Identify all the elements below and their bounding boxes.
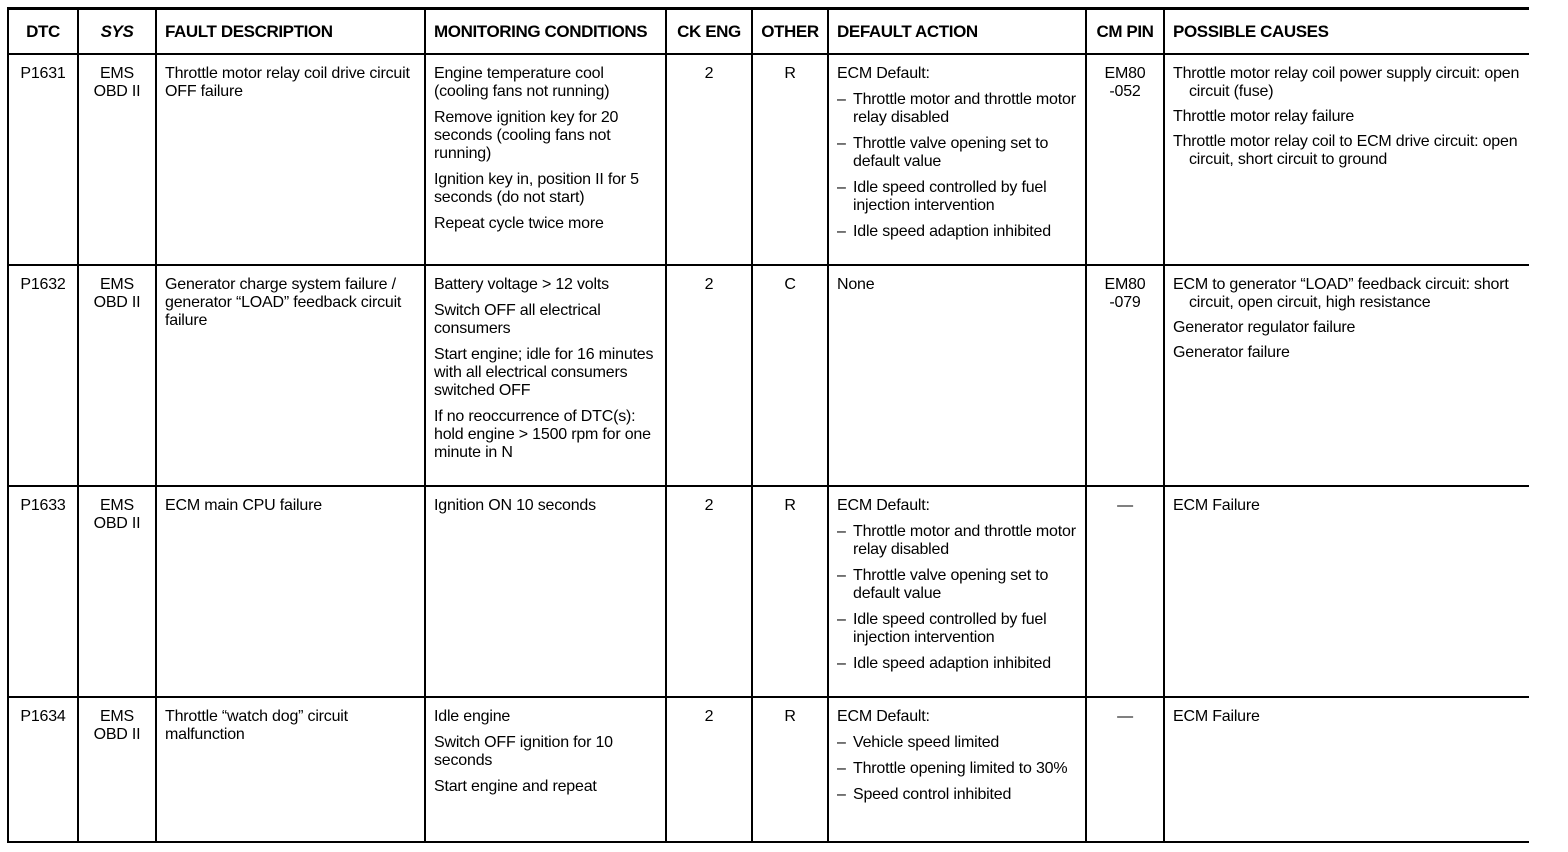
monitoring-step: Battery voltage > 12 volts (434, 276, 609, 293)
possible-causes (1164, 54, 1529, 265)
other-value: C (752, 265, 828, 486)
possible-causes (1164, 265, 1529, 486)
header-row (8, 9, 1529, 55)
header-ck-eng: CK ENG (666, 9, 752, 55)
fault-description: Generator charge system failure / generator “LOAD” feedback circuit failure (156, 265, 425, 486)
possible-causes (1164, 697, 1529, 842)
default-action (828, 697, 1086, 842)
dtc-code: P1631 (8, 54, 78, 265)
sys-ems: EMS (99, 708, 135, 725)
sys-obd: OBD II (93, 726, 141, 743)
ck-eng-value: 2 (666, 265, 752, 486)
header-ecm-pin: CM PIN (1086, 9, 1164, 55)
possible-causes (1164, 486, 1529, 697)
monitoring-step: Engine temperature cool (cooling fans not running) (434, 65, 610, 100)
possible-cause: ECM Failure (1173, 708, 1260, 725)
sys-cell (78, 265, 156, 486)
ecm-pin-none: — (1117, 497, 1133, 514)
header-fault-description: FAULT DESCRIPTION (156, 9, 425, 55)
ecm-pin-connector: EM80 (1104, 65, 1146, 82)
default-action (828, 486, 1086, 697)
default-action-item: – Throttle motor and throttle motor relay disabled (837, 523, 1081, 559)
default-action (828, 265, 1086, 486)
monitoring-step: Repeat cycle twice more (434, 215, 604, 232)
table-row (8, 265, 1529, 486)
header-dtc: DTC (8, 9, 78, 55)
other-value: R (752, 697, 828, 842)
other-value: R (752, 486, 828, 697)
default-action-item: – Speed control inhibited (837, 786, 1081, 804)
default-action-heading: ECM Default: (837, 708, 930, 725)
ck-eng-value: 2 (666, 697, 752, 842)
fault-description: Throttle “watch dog” circuit malfunction (156, 697, 425, 842)
monitoring-step: Remove ignition key for 20 seconds (cooling fans not running) (434, 109, 619, 162)
possible-cause: Generator regulator failure (1173, 319, 1356, 336)
header-monitoring-conditions: MONITORING CONDITIONS (425, 9, 666, 55)
default-action-heading: ECM Default: (837, 497, 930, 514)
possible-cause: ECM Failure (1173, 497, 1260, 514)
sys-cell (78, 486, 156, 697)
fault-description: Throttle motor relay coil drive circuit OFF failure (156, 54, 425, 265)
default-action-item: – Idle speed adaption inhibited (837, 655, 1081, 673)
default-action-item: – Throttle valve opening set to default value (837, 567, 1081, 603)
monitoring-step: Ignition key in, position II for 5 seconds (do not start) (434, 171, 639, 206)
ecm-pin-number: -052 (1109, 83, 1141, 100)
default-action-item: – Idle speed adaption inhibited (837, 223, 1081, 241)
default-action-heading: None (837, 276, 875, 293)
possible-cause: Throttle motor relay coil power supply circuit: open circuit (fuse) (1173, 65, 1520, 100)
default-action-item: – Throttle motor and throttle motor relay disabled (837, 91, 1081, 127)
monitoring-step: Ignition ON 10 seconds (434, 497, 596, 514)
ck-eng-value: 2 (666, 486, 752, 697)
default-action-heading: ECM Default: (837, 65, 930, 82)
default-action-item: – Idle speed controlled by fuel injection intervention (837, 611, 1081, 647)
possible-cause: Throttle motor relay failure (1173, 108, 1355, 125)
sys-ems: EMS (99, 276, 135, 293)
monitoring-step: Switch OFF all electrical consumers (434, 302, 601, 337)
ecm-pin-connector: EM80 (1104, 276, 1146, 293)
monitoring-step: If no reoccurrence of DTC(s): hold engine > 1500 rpm for one minute in N (434, 408, 651, 461)
table-row (8, 486, 1529, 697)
sys-cell (78, 697, 156, 842)
ecm-pin (1086, 697, 1164, 842)
monitoring-step: Idle engine (434, 708, 511, 725)
ck-eng-value: 2 (666, 54, 752, 265)
monitoring-step: Start engine and repeat (434, 778, 597, 795)
default-action-item: – Throttle opening limited to 30% (837, 760, 1081, 778)
ecm-pin-number: -079 (1109, 294, 1141, 311)
possible-cause: Throttle motor relay coil to ECM drive circuit: open circuit, short circuit to ground (1173, 133, 1518, 168)
dtc-code: P1632 (8, 265, 78, 486)
header-possible-causes: POSSIBLE CAUSES (1164, 9, 1529, 55)
ecm-pin (1086, 265, 1164, 486)
header-sys: SYS (78, 9, 156, 55)
default-action-item: – Throttle valve opening set to default value (837, 135, 1081, 171)
monitoring-step: Start engine; idle for 16 minutes with all electrical consumers switched OFF (434, 346, 654, 399)
dtc-table (7, 7, 1529, 843)
table-row (8, 54, 1529, 265)
possible-cause: Generator failure (1173, 344, 1290, 361)
fault-description: ECM main CPU failure (156, 486, 425, 697)
ecm-pin (1086, 486, 1164, 697)
sys-obd: OBD II (93, 83, 141, 100)
monitoring-conditions (425, 265, 666, 486)
dtc-code: P1633 (8, 486, 78, 697)
sys-ems: EMS (99, 497, 135, 514)
sys-ems: EMS (99, 65, 135, 82)
default-action (828, 54, 1086, 265)
possible-cause: ECM to generator “LOAD” feedback circuit: short circuit, open circuit, high resistance (1173, 276, 1509, 311)
monitoring-step: Switch OFF ignition for 10 seconds (434, 734, 613, 769)
ecm-pin (1086, 54, 1164, 265)
dtc-code: P1634 (8, 697, 78, 842)
header-default-action: DEFAULT ACTION (828, 9, 1086, 55)
sys-cell (78, 54, 156, 265)
sys-obd: OBD II (93, 294, 141, 311)
default-action-item: – Vehicle speed limited (837, 734, 1081, 752)
header-other: OTHER (752, 9, 828, 55)
monitoring-conditions (425, 54, 666, 265)
other-value: R (752, 54, 828, 265)
monitoring-conditions (425, 486, 666, 697)
monitoring-conditions (425, 697, 666, 842)
ecm-pin-none: — (1117, 708, 1133, 725)
default-action-item: – Idle speed controlled by fuel injection intervention (837, 179, 1081, 215)
table-row (8, 697, 1529, 842)
sys-obd: OBD II (93, 515, 141, 532)
